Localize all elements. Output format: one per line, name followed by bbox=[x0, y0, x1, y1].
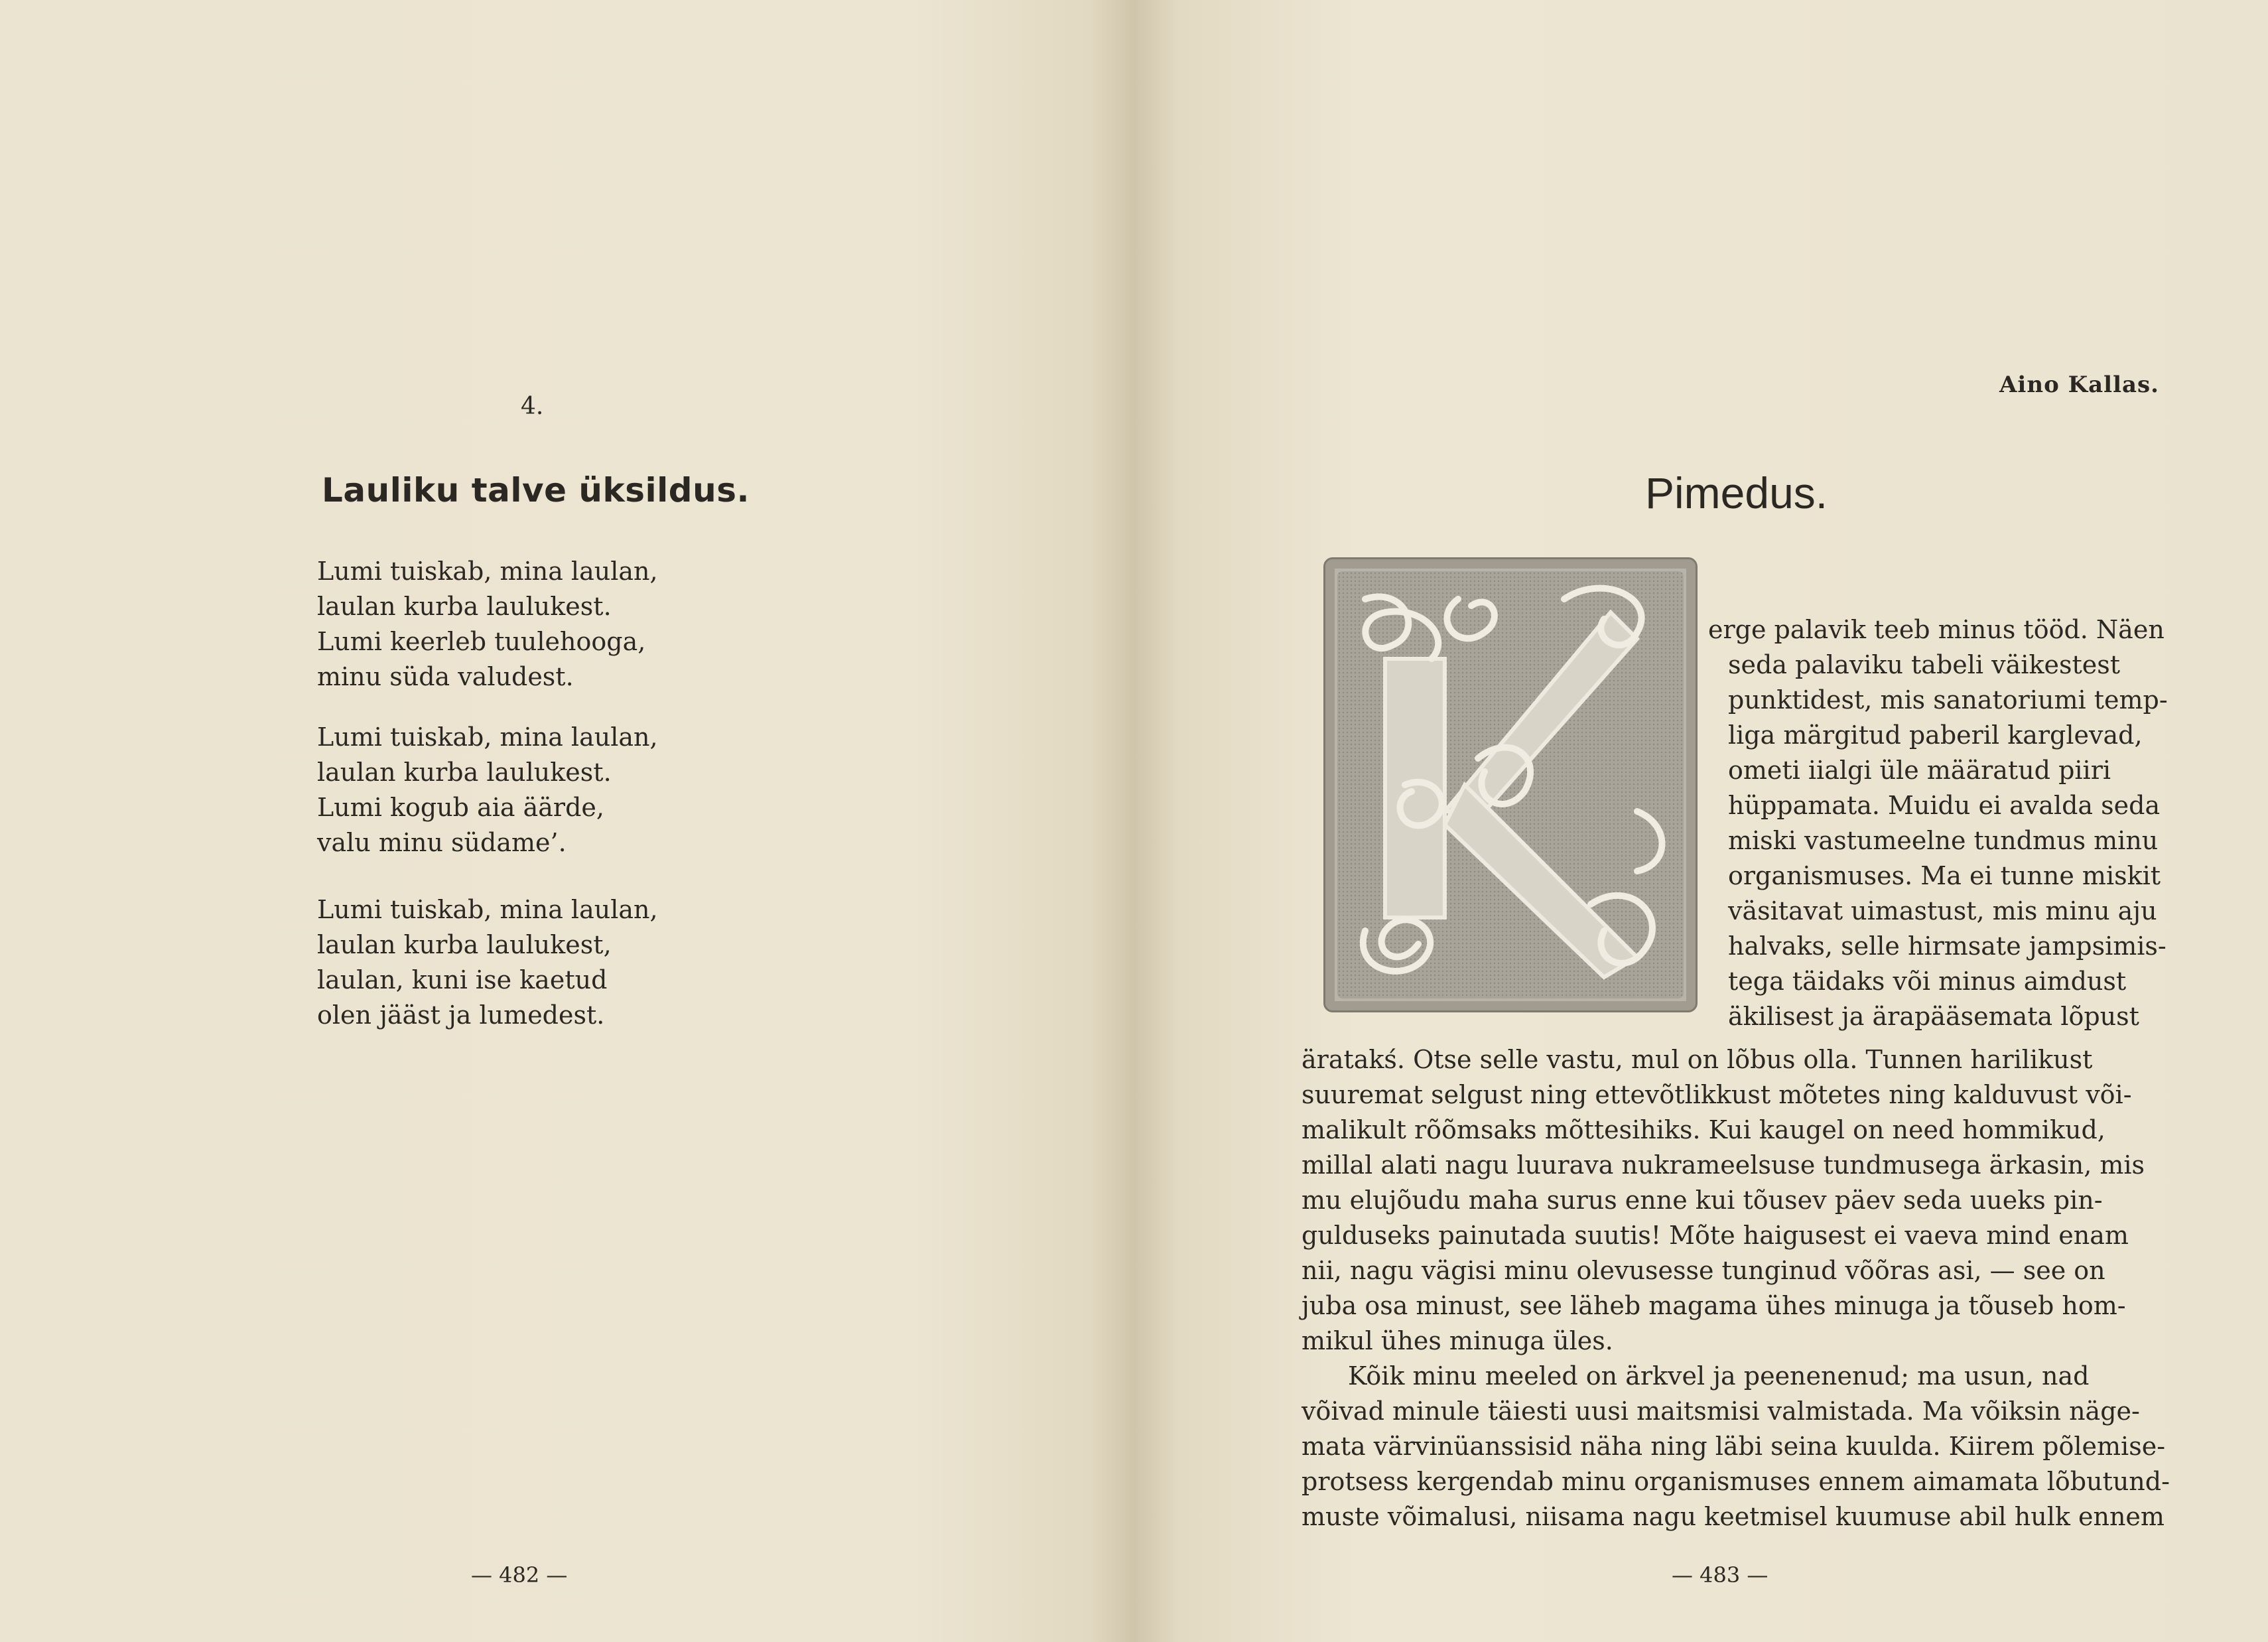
verse-line: olen jääst ja lumedest. bbox=[317, 1000, 605, 1030]
text-line: Kõik minu meeled on ärkvel ja peenenenud; ma usun, nad bbox=[1348, 1361, 2090, 1391]
text-line: juba osa minust, see läheb magama ühes minuga ja tõuseb hom- bbox=[1301, 1291, 2126, 1320]
text-line: mata värvinüanssisid näha ning läbi seina kuulda. Kiirem põlemise- bbox=[1301, 1432, 2166, 1461]
verse-line: laulan kurba laulukest, bbox=[317, 930, 612, 959]
text-line: malikult rõõmsaks mõttesihiks. Kui kaugel on need hommikud, bbox=[1301, 1115, 2105, 1144]
text-line: ometi iialgi üle määratud piiri bbox=[1728, 756, 2111, 785]
text-line: halvaks, selle hirmsate jampsimis- bbox=[1728, 931, 2167, 961]
text-line: mikul ühes minuga üles. bbox=[1301, 1326, 1613, 1355]
decorative-drop-cap-k bbox=[1323, 557, 1698, 1012]
text-line: suuremat selgust ning ettevõtlikkust mõtetes ning kalduvust või- bbox=[1301, 1080, 2132, 1109]
verse-line: Lumi tuiskab, mina laulan, bbox=[317, 895, 658, 924]
text-line: äkilisest ja ärapääsemata lõpust bbox=[1728, 1002, 2139, 1031]
poem-title: Lauliku talve üksildus. bbox=[322, 471, 750, 510]
stanza-3 bbox=[317, 892, 658, 1033]
verse-line: Lumi tuiskab, mina laulan, bbox=[317, 557, 658, 586]
text-line: protsess kergendab minu organismuses ennem aimamata lõbutund- bbox=[1301, 1467, 2170, 1496]
right-page bbox=[1141, 0, 2268, 1642]
verse-line: Lumi keerleb tuulehooga, bbox=[317, 627, 646, 656]
text-line: mu elujõudu maha surus enne kui tõusev päev seda uueks pin- bbox=[1301, 1186, 2103, 1215]
text-line: äratakś. Otse selle vastu, mul on lõbus olla. Tunnen harilikust bbox=[1301, 1045, 2093, 1074]
stanza-2 bbox=[317, 720, 658, 860]
stanza-1 bbox=[317, 554, 658, 695]
text-line: liga märgitud paberil karglevad, bbox=[1728, 720, 2143, 750]
verse-line: minu süda valudest. bbox=[317, 662, 574, 691]
verse-line: Lumi kogub aia äärde, bbox=[317, 793, 604, 822]
text-line: miski vastumeelne tundmus minu bbox=[1728, 826, 2159, 855]
left-page bbox=[0, 0, 1128, 1642]
verse-line: Lumi tuiskab, mina laulan, bbox=[317, 722, 658, 752]
text-line: erge palavik teeb minus tööd. Näen bbox=[1708, 615, 2165, 644]
text-line: hüppamata. Muidu ei avalda seda bbox=[1728, 791, 2161, 820]
section-number: 4. bbox=[521, 393, 544, 420]
text-line: muste võimalusi, niisama nagu keetmisel kuumuse abil hulk ennem bbox=[1301, 1502, 2165, 1531]
text-line: tega täidaks või minus aimdust bbox=[1728, 967, 2127, 996]
text-line: millal alati nagu luurava nukrameelsuse tundmusega ärkasin, mis bbox=[1301, 1150, 2145, 1180]
verse-line: laulan, kuni ise kaetud bbox=[317, 965, 608, 994]
text-line: nii, nagu vägisi minu olevusesse tunginud võõras asi, — see on bbox=[1301, 1256, 2105, 1285]
text-line: organismuses. Ma ei tunne miskit bbox=[1728, 861, 2161, 890]
text-line: punktidest, mis sanatoriumi temp- bbox=[1728, 685, 2168, 715]
verse-line: valu minu südame’. bbox=[317, 828, 567, 857]
text-line: gulduseks painutada suutis! Mõte haigusest ei vaeva mind enam bbox=[1301, 1221, 2129, 1250]
page-number: — 482 — bbox=[471, 1562, 568, 1588]
article-title: Pimedus. bbox=[1645, 468, 1828, 517]
text-line: seda palaviku tabeli väikestest bbox=[1728, 650, 2120, 679]
ornament-k-icon bbox=[1325, 559, 1696, 1010]
verse-line: laulan kurba laulukest. bbox=[317, 592, 612, 621]
author-name: Aino Kallas. bbox=[1999, 372, 2159, 398]
text-line: võivad minule täiesti uusi maitsmisi valmistada. Ma võiksin näge- bbox=[1301, 1397, 2140, 1426]
text-line: väsitavat uimastust, mis minu aju bbox=[1728, 896, 2157, 925]
page-number: — 483 — bbox=[1672, 1562, 1768, 1588]
verse-line: laulan kurba laulukest. bbox=[317, 758, 612, 787]
